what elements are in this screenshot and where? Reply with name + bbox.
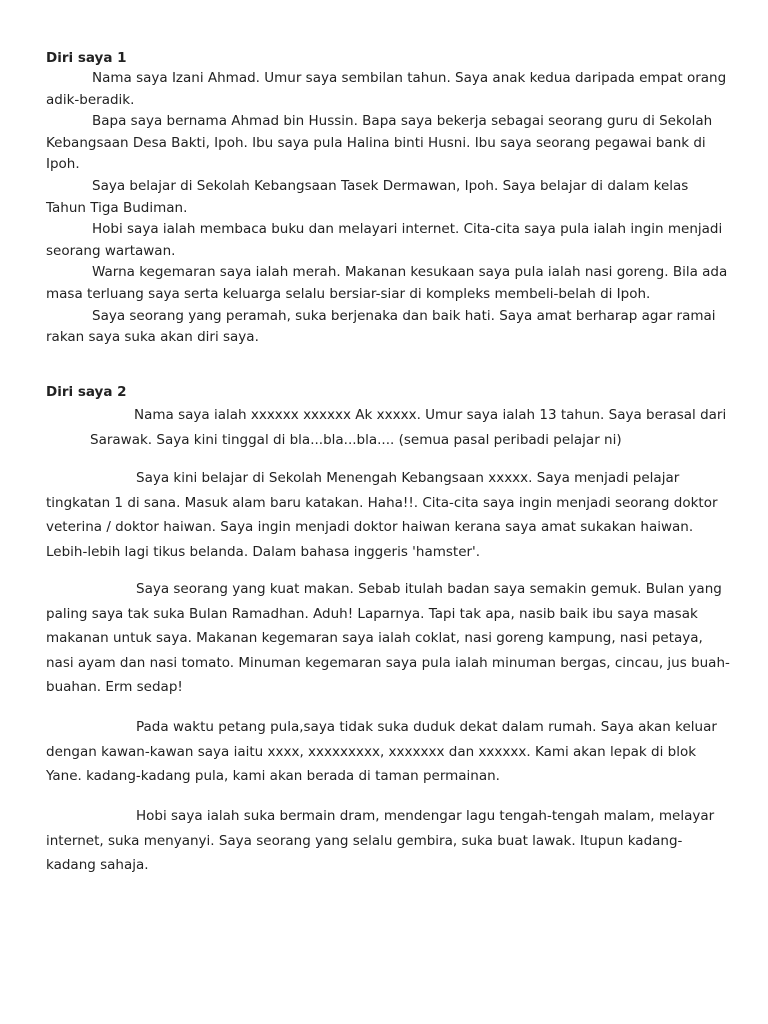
section-1-paragraph: Nama saya Izani Ahmad. Umur saya sembilan tahun. Saya anak kedua daripada empat orang adik-beradik. <box>46 70 727 108</box>
section-2-paragraph: Hobi saya ialah suka bermain dram, mendengar lagu tengah-tengah malam, melayar internet, suka menyanyi. Saya seorang yang selalu gembira, suka buat lawak. Itupun kadang-kadang sahaja. <box>46 808 715 873</box>
section-1-paragraph: Warna kegemaran saya ialah merah. Makanan kesukaan saya pula ialah nasi goreng. Bila ada masa terluang saya serta keluarga selalu bersiar-siar di kompleks membeli-belah di Ipoh. <box>46 264 728 302</box>
section-2-paragraph: Pada waktu petang pula,saya tidak suka duduk dekat dalam rumah. Saya akan keluar dengan kawan-kawan saya iaitu xxxx, xxxxxxxxx, xxxxxxx dan xxxxxx. Kami akan lepak di blok Yane. kadang-kadang pula, kami akan berada di taman permainan. <box>46 719 717 784</box>
section-1-body <box>46 68 728 349</box>
section-2-paragraph: Saya kini belajar di Sekolah Menengah Kebangsaan xxxxx. Saya menjadi pelajar tingkatan 1 di sana. Masuk alam baru katakan. Haha!!. Cita-cita saya ingin menjadi seorang doktor veterina / doktor haiwan. Saya ingin menjadi doktor haiwan kerana saya amat sukakan haiwan. Lebih-lebih lagi tikus belanda. Dalam bahasa inggeris 'hamster'. <box>46 470 718 560</box>
section-1-paragraph: Hobi saya ialah membaca buku dan melayari internet. Cita-cita saya pula ialah ingin menjadi seorang wartawan. <box>46 221 723 259</box>
section-2-paragraph: Nama saya ialah xxxxxx xxxxxx Ak xxxxx. Umur saya ialah 13 tahun. Saya berasal dari Sarawak. Saya kini tinggal di bla...bla...bla.... (semua pasal peribadi pelajar ni) <box>90 407 727 448</box>
section-1-heading: Diri saya 1 <box>46 50 127 66</box>
section-2-heading: Diri saya 2 <box>46 384 127 400</box>
section-2-paragraph: Saya seorang yang kuat makan. Sebab itulah badan saya semakin gemuk. Bulan yang paling saya tak suka Bulan Ramadhan. Aduh! Laparnya. Tapi tak apa, nasib baik ibu saya masak makanan untuk saya. Makanan kegemaran saya ialah coklat, nasi goreng kampung, nasi petaya, nasi ayam dan nasi tomato. Minuman kegemaran saya pula ialah minuman bergas, cincau, jus buah-buahan. Erm sedap! <box>46 581 730 695</box>
section-1-paragraph: Saya belajar di Sekolah Kebangsaan Tasek Dermawan, Ipoh. Saya belajar di dalam kelas Tahun Tiga Budiman. <box>46 177 689 216</box>
section-1-paragraph: Saya seorang yang peramah, suka berjenaka dan baik hati. Saya amat berharap agar ramai rakan saya suka akan diri saya. <box>46 307 716 346</box>
section-1-paragraph: Bapa saya bernama Ahmad bin Hussin. Bapa saya bekerja sebagai seorang guru di Sekolah Kebangsaan Desa Bakti, Ipoh. Ibu saya pula Halina binti Husni. Ibu saya seorang pegawai bank di Ipoh. <box>46 113 713 173</box>
